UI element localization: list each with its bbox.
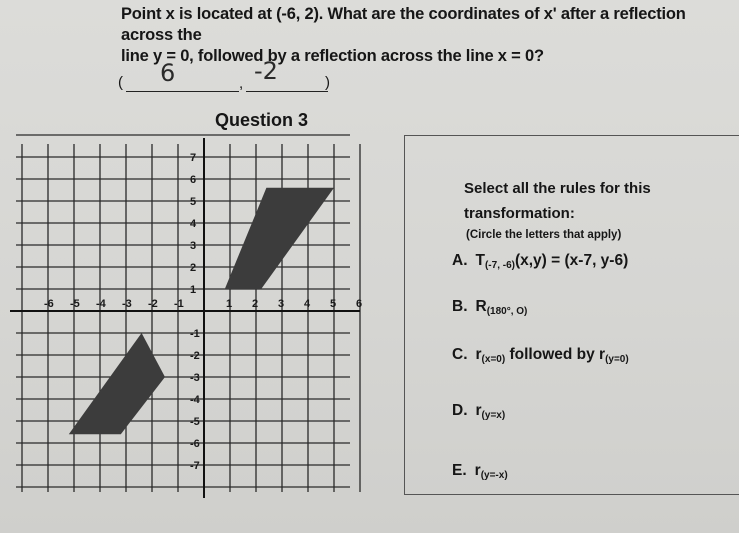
x-tick-label: 4 (304, 298, 311, 310)
option-a-subscript: (-7, -6) (484, 260, 515, 271)
y-tick-label: 7 (190, 152, 197, 164)
option-c-symbol: r (475, 346, 482, 363)
comma: , (239, 75, 244, 92)
option-c[interactable] (452, 346, 629, 364)
y-tick-label: -2 (190, 350, 200, 362)
question-line-2: line y = 0, followed by a reflection across the line x = 0? (121, 47, 544, 65)
x-tick-label: -6 (44, 298, 54, 310)
handwritten-y-answer: -2 (254, 57, 278, 85)
y-tick-label: -3 (190, 372, 200, 384)
y-tick-label: -7 (190, 460, 200, 472)
x-tick-label: 5 (330, 298, 337, 310)
option-c-letter: C. (452, 346, 468, 363)
option-b-letter: B. (452, 298, 468, 315)
question-3-heading: Question 3 (215, 110, 309, 130)
open-paren: ( (118, 74, 123, 91)
x-tick-label: 2 (252, 298, 259, 310)
option-d-letter: D. (452, 402, 468, 419)
question-3-prompt (464, 176, 704, 226)
option-e-letter: E. (452, 462, 467, 479)
close-paren: ) (325, 74, 330, 91)
option-b[interactable] (452, 298, 527, 316)
question-line-1: Point x is located at (-6, 2). What are the coordinates of x' after a reflection across the (121, 5, 686, 44)
prompt-line-2: transformation: (464, 205, 575, 222)
option-d[interactable] (452, 402, 505, 420)
answer-coordinates[interactable] (118, 57, 338, 93)
option-e[interactable] (452, 462, 508, 480)
x-tick-label: 1 (226, 298, 233, 310)
y-tick-label: -1 (190, 328, 200, 340)
pre-image-shape (225, 188, 334, 289)
prompt-line-1: Select all the rules for this (464, 180, 651, 197)
option-c-subscript: (x=0) (481, 354, 506, 365)
y-tick-label: 3 (190, 240, 197, 252)
y-tick-label: 2 (190, 262, 197, 274)
y-tick-label: 5 (190, 196, 197, 208)
x-tick-label: -1 (174, 298, 184, 310)
coordinate-grid (0, 130, 400, 510)
option-c-subscript-2: (y=0) (605, 354, 629, 365)
option-c-rule: followed by r (505, 346, 606, 363)
x-tick-label: -4 (96, 298, 106, 310)
y-tick-label: -4 (190, 394, 200, 406)
image-shape (69, 333, 165, 434)
option-d-subscript: (y=x) (481, 410, 506, 421)
option-e-symbol: r (474, 462, 481, 479)
option-b-subscript: (180°, O) (486, 306, 528, 317)
y-answer-blank[interactable] (246, 91, 328, 92)
option-a[interactable] (452, 252, 628, 270)
y-tick-label: -5 (190, 416, 200, 428)
option-a-letter: A. (452, 252, 468, 269)
x-tick-label: 3 (278, 298, 285, 310)
handwritten-x-answer: 6 (160, 59, 176, 87)
option-e-subscript: (y=-x) (480, 470, 508, 481)
x-tick-label: -3 (122, 298, 132, 310)
x-answer-blank[interactable] (126, 91, 239, 92)
circle-instruction: (Circle the letters that apply) (466, 229, 622, 241)
option-d-symbol: r (475, 402, 482, 419)
x-tick-label: -5 (70, 298, 80, 310)
question-text (121, 4, 721, 67)
y-tick-label: 4 (190, 218, 197, 230)
y-tick-label: 1 (190, 284, 197, 296)
x-tick-label: 6 (356, 298, 363, 310)
option-a-rule: (x,y) = (x-7, y-6) (514, 252, 629, 269)
option-a-symbol: T (475, 252, 485, 269)
y-tick-label: -6 (190, 438, 200, 450)
option-b-symbol: R (475, 298, 487, 315)
x-tick-label: -2 (148, 298, 158, 310)
y-tick-label: 6 (190, 174, 197, 186)
